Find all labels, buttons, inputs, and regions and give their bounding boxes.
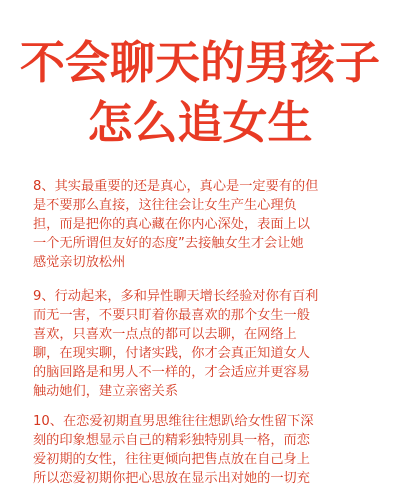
paragraph-line: 8、其实最重要的还是真心，真心是一定要有的但: [33, 179, 319, 194]
paragraph-line: 担，而是把你的真心藏在你内心深处，表面上以: [33, 217, 310, 232]
paragraph-line: 的脑回路是和男人不一样的，才会适应并更容易: [33, 365, 310, 380]
paragraph-line: 感觉亲切放松州: [33, 255, 126, 270]
paragraph-line: 10、在恋爱初期直男思维往往想趴给女性留下深: [33, 414, 314, 429]
paragraph-line: 9、行动起来，多和异性聊天增长经验对你有百利: [33, 289, 319, 304]
paragraph-line: 触动她们，建立亲密关系: [33, 384, 179, 399]
paragraph-line: 一个无所谓但友好的态度”去接触女生才会让她: [33, 236, 304, 251]
title-line-1: 不会聊天的男孩子: [19, 36, 380, 89]
paragraph-8: [33, 177, 373, 272]
paragraph-line: 爱初期的女性，往往更倾向把售点放在自己身上: [33, 452, 310, 467]
paragraph-line: 喜欢，只喜欢一点点的都可以去聊，在网络上: [33, 327, 297, 342]
paragraph-10: [33, 412, 373, 488]
paragraph-9: [33, 287, 373, 401]
paragraph-line: 所以恋爱初期你把心思放在显示出对她的一切充: [33, 471, 310, 486]
paragraph-line: 是不要那么直接，这往往会让女生产生心理负: [33, 198, 297, 213]
paragraph-line: 聊，在现实聊，付诸实践，你才会真正知道女人: [33, 346, 310, 361]
paragraph-line: 而无一害，不要只盯着你最喜欢的那个女生一般: [33, 308, 310, 323]
title-line-2: 怎么追女生: [87, 96, 313, 149]
paragraph-line: 刻的印象想显示自己的精彩独特别具一格，而恋: [33, 433, 310, 448]
